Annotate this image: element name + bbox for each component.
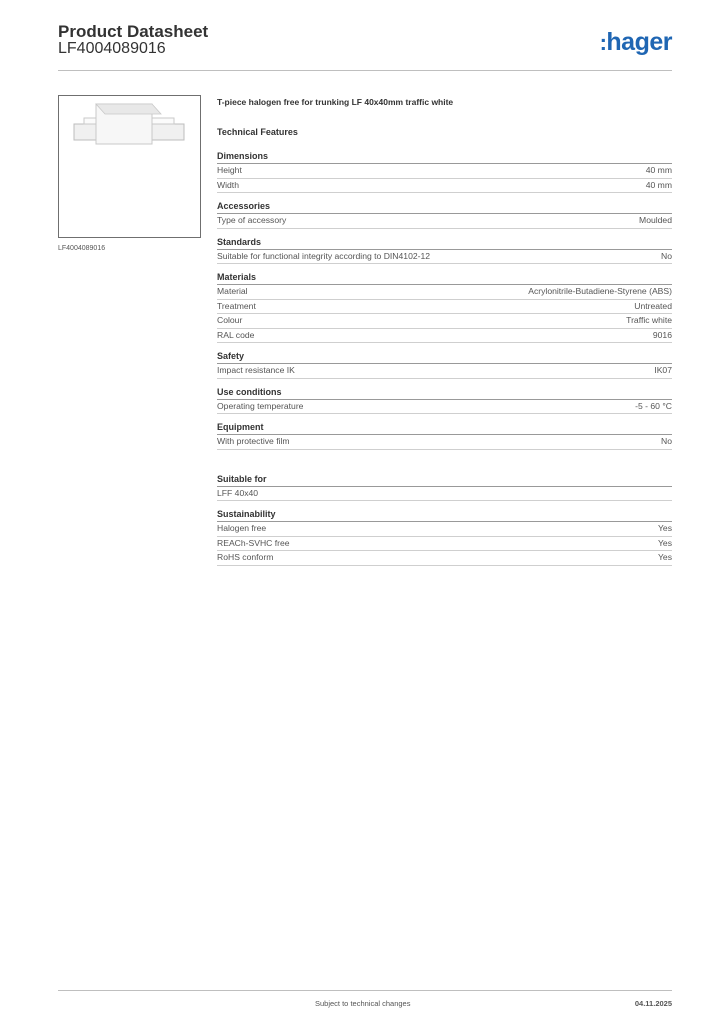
page-header bbox=[58, 20, 672, 71]
spec-value: -5 - 60 °C bbox=[635, 400, 672, 411]
spec-row bbox=[217, 300, 672, 315]
spec-value: No bbox=[661, 436, 672, 446]
section-title: Safety bbox=[217, 351, 672, 364]
spec-value: Untreated bbox=[634, 300, 672, 311]
page-footer bbox=[58, 990, 672, 1008]
spec-row bbox=[217, 329, 672, 344]
spec-label: Colour bbox=[217, 315, 243, 325]
spec-value: 40 mm bbox=[645, 179, 672, 190]
spec-value: 9016 bbox=[652, 329, 672, 340]
section-dimensions bbox=[217, 151, 672, 193]
section-use-conditions bbox=[217, 387, 672, 415]
section-title: Equipment bbox=[217, 422, 672, 435]
spec-row bbox=[217, 400, 672, 415]
section-equipment bbox=[217, 422, 672, 450]
product-image bbox=[58, 95, 201, 238]
spec-value: Yes bbox=[657, 523, 672, 533]
section-standards bbox=[217, 237, 672, 265]
spec-value: Yes bbox=[657, 552, 672, 562]
spec-label: Height bbox=[217, 165, 242, 175]
footer-note: Subject to technical changes bbox=[315, 999, 411, 1008]
spec-row bbox=[217, 487, 672, 502]
spec-label: With protective film bbox=[217, 436, 290, 446]
spec-value: No bbox=[661, 250, 672, 261]
page-title: Product Datasheet bbox=[58, 22, 209, 41]
spec-row bbox=[217, 364, 672, 379]
spec-value: Moulded bbox=[639, 215, 672, 225]
technical-features-title: Technical Features bbox=[217, 127, 298, 137]
spec-row bbox=[217, 179, 672, 194]
spec-label: Type of accessory bbox=[217, 215, 287, 225]
spec-row bbox=[217, 551, 672, 566]
section-sustainability bbox=[217, 509, 672, 566]
spec-value: 40 mm bbox=[645, 165, 672, 175]
hager-logo: :hager bbox=[599, 28, 672, 56]
product-image-caption: LF4004089016 bbox=[58, 245, 106, 252]
spec-value: Acrylonitrile-Butadiene-Styrene (ABS) bbox=[528, 286, 672, 296]
spec-row bbox=[217, 250, 672, 265]
product-code: LF4004089016 bbox=[58, 40, 166, 57]
spec-label: Impact resistance IK bbox=[217, 365, 295, 375]
spec-row bbox=[217, 522, 672, 537]
spec-row bbox=[217, 435, 672, 450]
t-piece-image bbox=[59, 96, 200, 237]
spec-label: Material bbox=[217, 286, 248, 296]
spec-label: Suitable for functional integrity according to DIN4102-12 bbox=[217, 250, 431, 261]
product-description: T-piece halogen free for trunking LF 40x40mm traffic white bbox=[217, 97, 454, 107]
spec-label: Treatment bbox=[217, 300, 256, 311]
section-title: Dimensions bbox=[217, 151, 672, 164]
section-accessories bbox=[217, 201, 672, 229]
spec-label: Width bbox=[217, 179, 239, 190]
section-title: Standards bbox=[217, 237, 672, 250]
section-title: Materials bbox=[217, 272, 672, 285]
spec-label: Operating temperature bbox=[217, 400, 304, 411]
section-safety bbox=[217, 351, 672, 379]
spec-label: Halogen free bbox=[217, 523, 267, 533]
spec-row bbox=[217, 314, 672, 329]
spec-row bbox=[217, 285, 672, 300]
spec-label: LFF 40x40 bbox=[217, 487, 259, 498]
spec-row bbox=[217, 164, 672, 179]
footer-date: 04.11.2025 bbox=[634, 999, 672, 1008]
spec-value: IK07 bbox=[654, 365, 672, 375]
spec-row bbox=[217, 537, 672, 552]
spec-label: REACh-SVHC free bbox=[217, 537, 290, 548]
spec-row bbox=[217, 214, 672, 229]
datasheet-content bbox=[217, 97, 672, 574]
section-suitable-for bbox=[217, 474, 672, 502]
section-title: Sustainability bbox=[217, 509, 672, 522]
spec-value: Yes bbox=[657, 537, 672, 548]
section-title: Accessories bbox=[217, 201, 672, 214]
spec-value: Traffic white bbox=[626, 315, 672, 325]
section-title: Use conditions bbox=[217, 387, 672, 400]
spec-label: RoHS conform bbox=[217, 552, 274, 562]
section-gap bbox=[217, 458, 672, 474]
section-title: Suitable for bbox=[217, 474, 672, 487]
spec-label: RAL code bbox=[217, 329, 255, 340]
section-materials bbox=[217, 272, 672, 343]
